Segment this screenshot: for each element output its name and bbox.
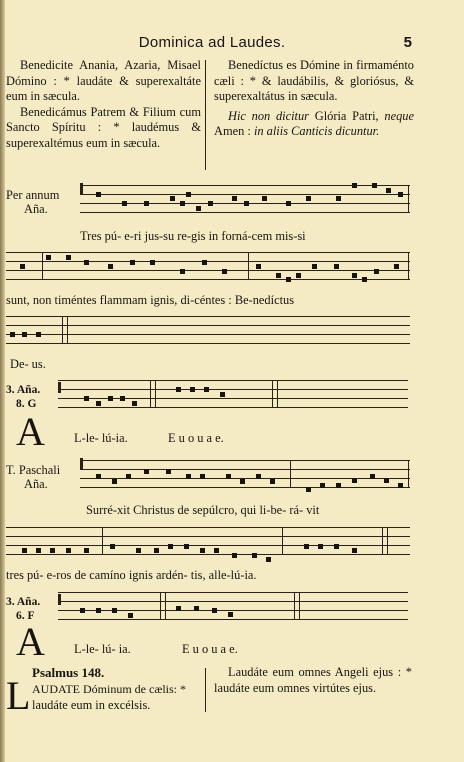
right-column-text	[214, 58, 414, 140]
chant1-lyric-2: sunt, non timéntes flammam ignis, di-céntes : Be-nedíctus	[6, 293, 295, 307]
chant1-lyric-3: De- us.	[10, 357, 46, 371]
chant4-label: 3. Aña. 6. F	[6, 596, 41, 622]
page-number: 5	[403, 34, 412, 51]
chant4-initial: A	[16, 619, 45, 664]
chant4-euouae: E u o u a e.	[182, 642, 238, 656]
page-edge	[0, 0, 5, 762]
verse-benedictus: Benedíctus es Dómine in firmaménto cæli : * & laudábilis, & gloriósus, & superexaltátus in sæcula.	[214, 58, 414, 104]
neume-note	[266, 557, 271, 562]
running-header	[0, 34, 464, 54]
chant3-staff-2	[6, 527, 410, 555]
chant4-lyric: L-le- lú- ia.	[74, 642, 131, 656]
chant2-staff	[58, 380, 408, 408]
chant2-label: 3. Aña. 8. G	[6, 384, 41, 410]
chant1-label: Per annum Aña.	[6, 188, 60, 216]
chant3-lyric-2: tres pú- e-ros de camíno ignis ardén- tis, alle-lú-ia.	[6, 568, 257, 582]
verse-benedicamus: Benedicámus Patrem & Filium cum Sancto Spíritu : * laudémus & superexaltémus eum in sæcula.	[6, 104, 201, 150]
chant4-staff	[58, 592, 408, 620]
psalm-right-text: Laudáte eum omnes Angeli ejus : * laudáte eum omnes virtútes ejus.	[214, 665, 412, 695]
psalm-title: Psalmus 148.	[32, 665, 105, 680]
psalm-initial: L	[6, 673, 31, 718]
chant1-staff-2	[6, 252, 410, 280]
rubric-note: Hic non dicitur Glória Patri, neque Amen : in aliis Canticis dicuntur.	[214, 108, 414, 139]
chant2-lyric: L-le- lú-ia.	[74, 431, 128, 445]
psalm-line-2: laudáte eum in excélsis.	[32, 698, 151, 712]
chant3-lyric-1: Surré-xit Christus de sepúlcro, qui li-be- rá- vit	[86, 503, 320, 517]
chant2-initial: A	[16, 409, 45, 454]
chant2-euouae: E u o u a e.	[168, 431, 224, 445]
verse-benedicite: Benedicite Anania, Azaria, Misael Dómino : * laudáte & superexaltáte eum in sæcula.	[6, 58, 201, 104]
chant3-label: T. Paschali Aña.	[6, 463, 61, 491]
chant1-lyric-1: Tres pú- e-ri jus-su re-gis in forná-cem mis-si	[80, 229, 306, 243]
chant3-staff-1	[80, 460, 410, 488]
psalm-divider	[205, 668, 206, 712]
chant1-staff-1	[80, 185, 410, 213]
psalm-line-1: AUDATE Dóminum de cælis: *	[32, 682, 186, 696]
page-title: Dominica ad Laudes.	[138, 34, 286, 51]
chant1-staff-3	[6, 316, 410, 344]
column-divider	[205, 60, 206, 170]
left-column-text	[6, 58, 201, 152]
